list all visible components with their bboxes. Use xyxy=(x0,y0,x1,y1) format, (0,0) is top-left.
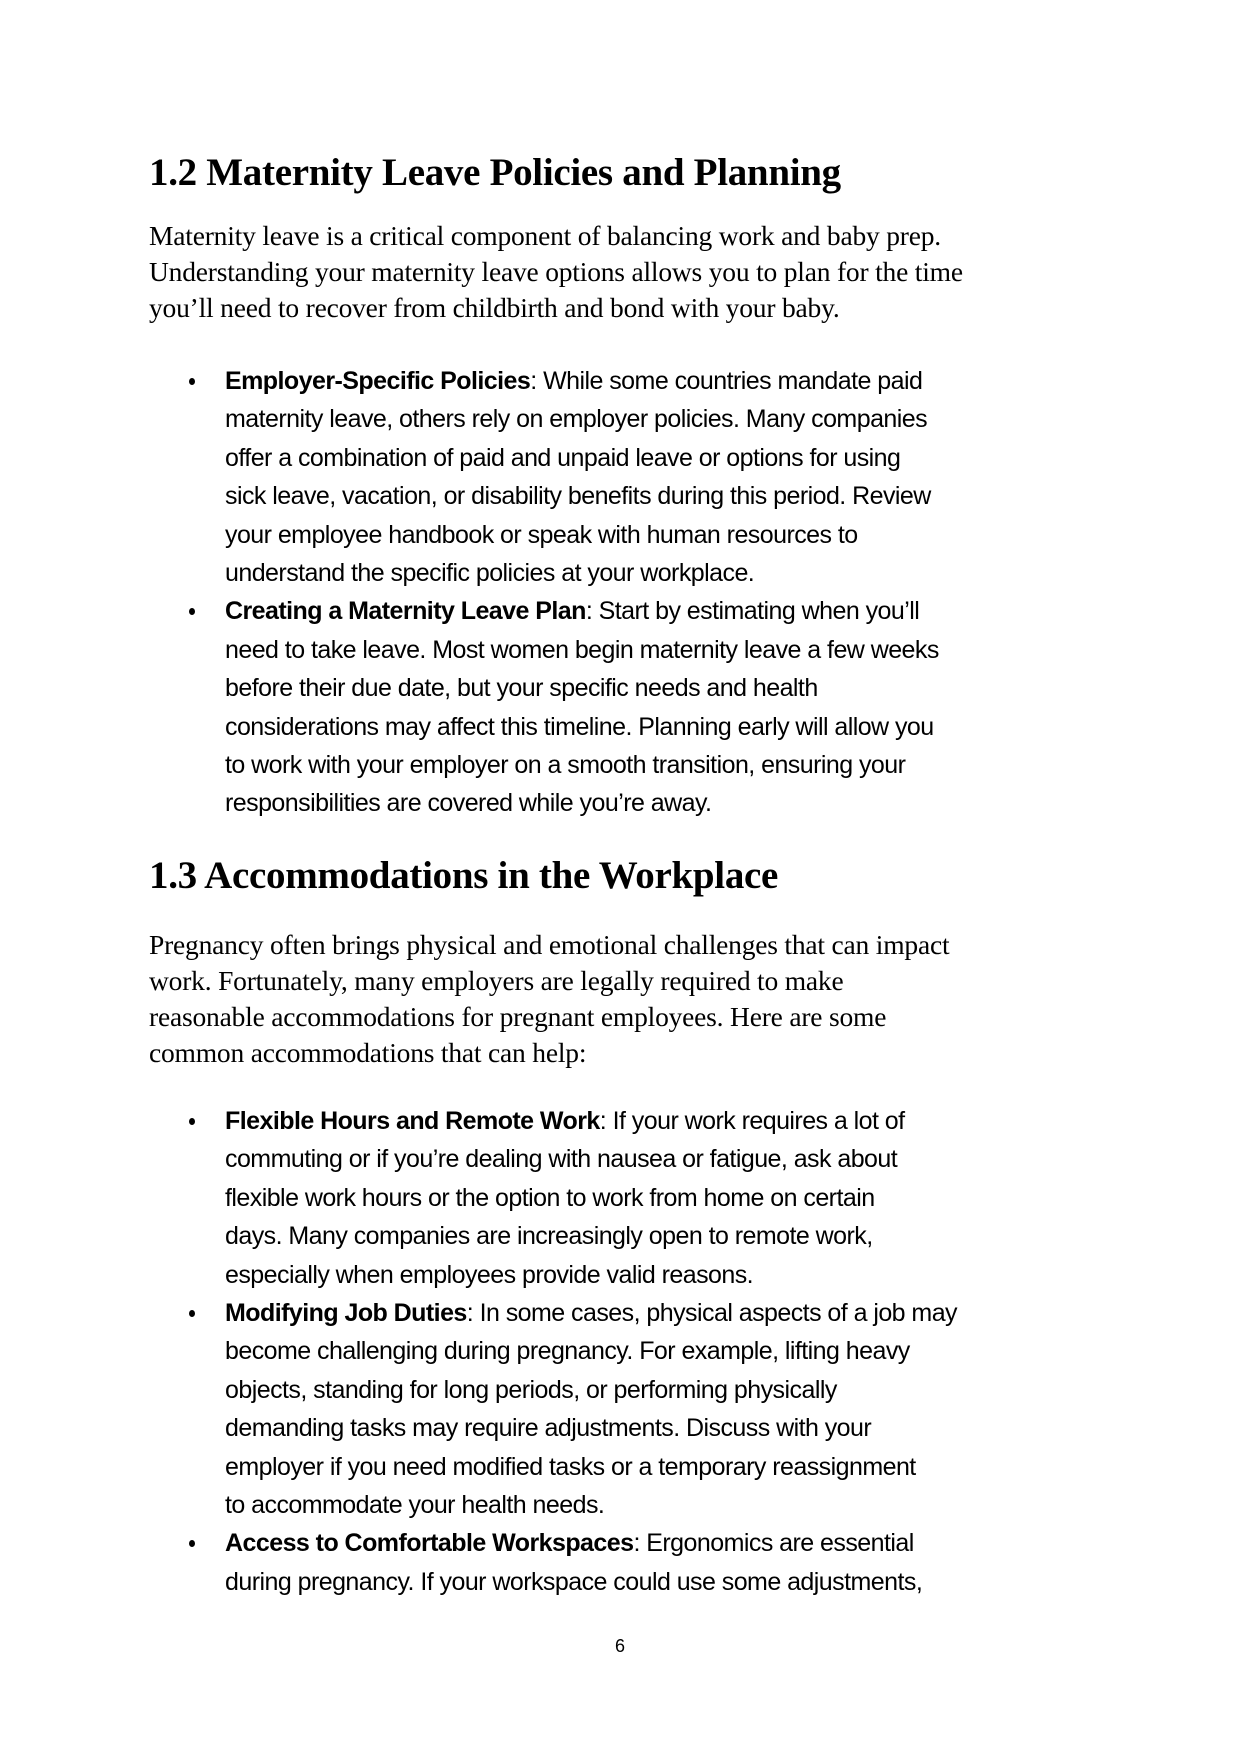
list-item xyxy=(149,1524,1105,1601)
list-item xyxy=(149,362,1105,592)
list-item xyxy=(149,1102,1105,1294)
bullet-separator: : xyxy=(585,597,599,626)
bullet-line: employer if you need modified tasks or a temporary reassignment xyxy=(225,1452,916,1481)
bullet-line: In some cases, physical aspects of a job may xyxy=(479,1299,958,1328)
bullet-separator: : xyxy=(466,1299,480,1328)
bullet-line: your employee handbook or speak with human resources to xyxy=(225,520,858,549)
bullet-term: Flexible Hours and Remote Work xyxy=(225,1107,600,1135)
intro-line: work. Fortunately, many employers are legally required to make xyxy=(149,965,844,996)
bullet-line: maternity leave, others rely on employer policies. Many companies xyxy=(225,405,928,434)
bullet-line: offer a combination of paid and unpaid leave or options for using xyxy=(225,443,901,472)
bullet-term: Access to Comfortable Workspaces xyxy=(225,1529,634,1558)
bullet-line: demanding tasks may require adjustments. Discuss with your xyxy=(225,1414,872,1443)
section-heading-workplace-accommodations: 1.3 Accommodations in the Workplace xyxy=(149,854,779,897)
intro-line: reasonable accommodations for pregnant employees. Here are some xyxy=(149,1001,887,1032)
bullet-term: Employer-Specific Policies xyxy=(225,367,531,395)
bullet-line: become challenging during pregnancy. For example, lifting heavy xyxy=(225,1337,910,1366)
bullet-line: to work with your employer on a smooth transition, ensuring your xyxy=(225,751,906,780)
intro-line: Pregnancy often brings physical and emotional challenges that can impact xyxy=(149,929,950,960)
bullet-line: sick leave, vacation, or disability benefits during this period. Review xyxy=(225,482,931,511)
section-intro-paragraph xyxy=(149,927,1109,1071)
bullet-icon xyxy=(189,378,195,385)
bullet-term: Creating a Maternity Leave Plan xyxy=(225,597,586,626)
bullet-line: flexible work hours or the option to work from home on certain xyxy=(225,1183,875,1212)
bullet-line: to accommodate your health needs. xyxy=(225,1491,605,1520)
bullet-icon xyxy=(189,608,195,615)
intro-line: Maternity leave is a critical component of balancing work and baby prep. xyxy=(149,220,941,251)
bullet-line: objects, standing for long periods, or performing physically xyxy=(225,1375,837,1404)
bullet-line: Start by estimating when you’ll xyxy=(598,597,920,626)
section-heading-maternity-leave: 1.2 Maternity Leave Policies and Planning xyxy=(149,151,841,194)
bullet-separator: : xyxy=(633,1529,647,1558)
intro-line: Understanding your maternity leave options allows you to plan for the time xyxy=(149,256,963,287)
bullet-separator: : xyxy=(599,1107,613,1135)
bullet-line: commuting or if you’re dealing with nausea or fatigue, ask about xyxy=(225,1145,898,1174)
bullet-list-leave-policies xyxy=(149,362,1105,823)
bullet-list-accommodations xyxy=(149,1102,1105,1601)
bullet-line: during pregnancy. If your workspace could use some adjustments, xyxy=(225,1567,923,1596)
bullet-line: especially when employees provide valid reasons. xyxy=(225,1260,754,1289)
bullet-line: need to take leave. Most women begin maternity leave a few weeks xyxy=(225,635,939,664)
bullet-separator: : xyxy=(530,367,544,395)
bullet-icon xyxy=(189,1310,195,1317)
bullet-line: considerations may affect this timeline. Planning early will allow you xyxy=(225,712,934,741)
bullet-line: responsibilities are covered while you’re away. xyxy=(225,789,712,818)
bullet-line: Ergonomics are essential xyxy=(646,1529,914,1558)
intro-line: common accommodations that can help: xyxy=(149,1037,587,1068)
intro-line: you’ll need to recover from childbirth and bond with your baby. xyxy=(149,292,840,323)
list-item xyxy=(149,592,1105,822)
bullet-line: understand the specific policies at your workplace. xyxy=(225,559,755,588)
section-intro-paragraph xyxy=(149,218,1109,326)
bullet-term: Modifying Job Duties xyxy=(225,1299,467,1328)
bullet-line: While some countries mandate paid xyxy=(543,367,923,395)
list-item xyxy=(149,1294,1105,1524)
page-number: 6 xyxy=(614,1636,625,1656)
bullet-icon xyxy=(189,1540,195,1547)
bullet-line: before their due date, but your specific needs and health xyxy=(225,674,818,703)
bullet-icon xyxy=(189,1118,195,1125)
bullet-line: If your work requires a lot of xyxy=(612,1107,905,1135)
bullet-line: days. Many companies are increasingly open to remote work, xyxy=(225,1222,873,1251)
